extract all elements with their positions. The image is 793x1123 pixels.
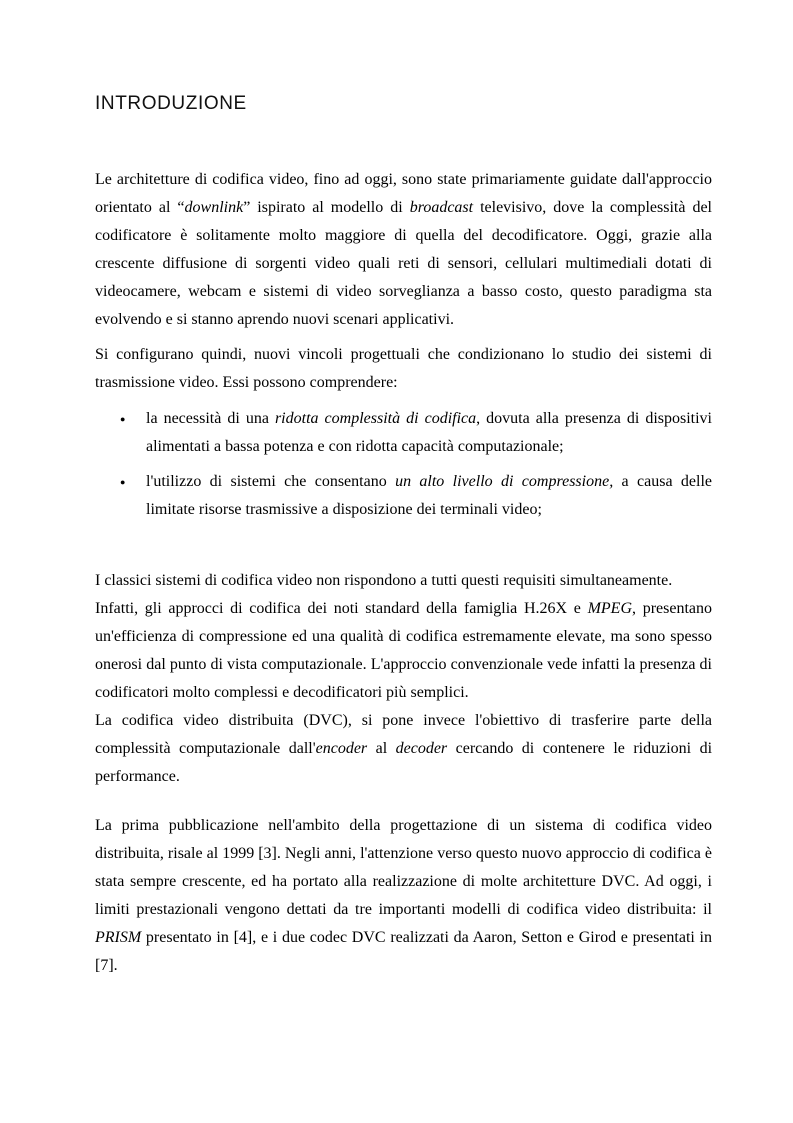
- constraints-bullet-list: [95, 405, 712, 524]
- text-segment: Si configurano quindi, nuovi vincoli progettuali che condizionano lo studio dei sistemi di trasmissione video. Essi possono comprendere:: [95, 346, 712, 391]
- text-segment: , dovuta alla presenza di dispositivi alimentati a bassa potenza e con ridotta capacità computazionale;: [146, 410, 713, 455]
- italic-text-segment: MPEG: [587, 600, 632, 617]
- text-segment: presentato in [4], e i due codec DVC realizzati da Aaron, Setton e Girod e presentati in [7].: [95, 929, 712, 974]
- text-segment: al: [367, 740, 396, 757]
- italic-text-segment: PRISM: [95, 929, 142, 946]
- italic-text-segment: encoder: [315, 740, 368, 757]
- text-segment: ” ispirato al modello di: [243, 199, 410, 216]
- paragraph-dvc-objective: [95, 707, 712, 791]
- paragraph-video-coding-architectures: [95, 166, 712, 334]
- text-segment: la necessità di una: [146, 410, 275, 427]
- italic-text-segment: broadcast: [409, 199, 474, 216]
- bullet-icon: ●: [120, 477, 126, 487]
- italic-text-segment: ridotta complessità di codifica: [274, 410, 477, 427]
- list-item-low-complexity: [95, 405, 712, 461]
- italic-text-segment: decoder: [395, 740, 448, 757]
- text-segment: Infatti, gli approcci di codifica dei noti standard della famiglia H.26X e: [95, 600, 588, 617]
- paragraph-h26x-mpeg: [95, 595, 712, 707]
- bullet-icon: ●: [120, 414, 126, 424]
- classic-codecs-paragraph-group: [95, 567, 712, 791]
- paragraph-classic-systems: [95, 567, 712, 595]
- list-item-text: [146, 405, 712, 461]
- text-segment: La codifica video distribuita (DVC), si pone invece l'obiettivo di trasferire parte della complessità computazionale dall': [95, 712, 712, 757]
- italic-text-segment: downlink: [184, 199, 244, 216]
- italic-text-segment: un alto livello di compressione,: [395, 473, 614, 490]
- list-item-high-compression: [95, 468, 712, 524]
- section-heading: INTRODUZIONE: [95, 93, 247, 114]
- text-segment: l'utilizzo di sistemi che consentano: [146, 473, 396, 490]
- text-segment: televisivo, dove la complessità del codificatore è solitamente molto maggiore di quella del decodificatore. Oggi, grazie alla crescente diffusione di sorgenti video quali reti di sensori, cellulari multimediali dotati di videocamere, webcam e sistemi di video sorveglianza a basso costo, questo paradigma sta evolvendo e si stanno aprendo nuovi scenari applicativi.: [95, 199, 713, 328]
- text-segment: La prima pubblicazione nell'ambito della progettazione di un sistema di codifica video distribuita, risale al 1999 [3]. Negli anni, l'attenzione verso questo nuovo approccio di codifica è stata sempre crescente, ed ha portato alla realizzazione di molte architetture DVC. Ad oggi, i limiti prestazionali vengono dettati da tre importanti modelli di codifica video distribuita: il: [95, 817, 712, 918]
- text-segment: cercando di contenere le riduzioni di performance.: [95, 740, 713, 785]
- paragraph-new-design-constraints: [95, 341, 712, 397]
- text-segment: a causa delle limitate risorse trasmissive a disposizione dei terminali video;: [146, 473, 712, 518]
- text-segment: , presentano un'efficienza di compressione ed una qualità di codifica estremamente elevate, ma sono spesso onerosi dal punto di vista computazionale. L'approccio convenzionale vede infatti la presenza di codificatori molto complessi e decodificatori più semplici.: [95, 600, 712, 701]
- paragraph-dvc-history: [95, 812, 712, 980]
- text-segment: Le architetture di codifica video, fino ad oggi, sono state primariamente guidate dall'approccio orientato al “: [95, 171, 712, 216]
- list-item-text: [146, 468, 712, 524]
- text-segment: I classici sistemi di codifica video non rispondono a tutti questi requisiti simultaneamente.: [95, 572, 673, 589]
